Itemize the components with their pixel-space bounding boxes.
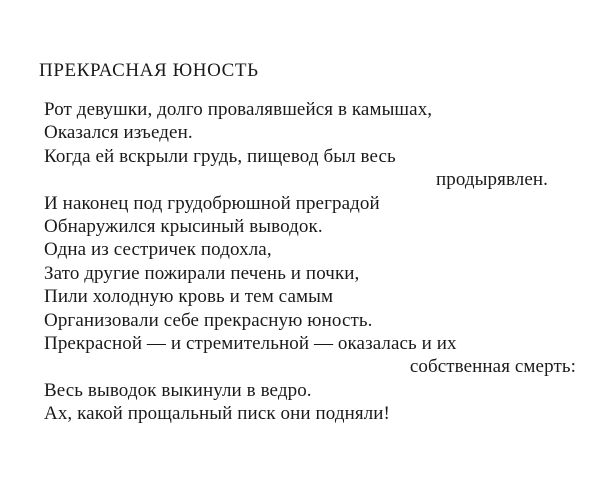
poem-line: Прекрасной — и стремительной — оказалась и их [44, 332, 457, 354]
poem-line: Одна из сестричек подохла, [44, 239, 272, 261]
poem-line: Организовали себе прекрасную юность. [44, 309, 373, 331]
poem-line: Рот девушки, долго провалявшейся в камышах, [44, 99, 433, 120]
poem-line: Ах, какой прощальный писк они подняли! [44, 403, 390, 425]
poem-line: И наконец под грудобрюшной преградой [44, 192, 380, 214]
poem-line: Зато другие пожирали печень и почки, [44, 262, 360, 284]
poem-line-continuation: продырявлен. [435, 169, 548, 191]
poem-line: Когда ей вскрыли грудь, пищевод был весь [44, 145, 396, 167]
poem-title: ПРЕКРАСНАЯ ЮНОСТЬ [39, 60, 259, 81]
poem-line: Обнаружился крысиный выводок. [44, 215, 323, 237]
poem-line: Весь выводок выкинули в ведро. [44, 379, 312, 401]
poem-line-continuation: собственная смерть: [409, 356, 576, 378]
poem-line: Оказался изъеден. [44, 122, 193, 144]
poem-body [44, 98, 576, 425]
poem-line: Пили холодную кровь и тем самым [44, 286, 334, 308]
